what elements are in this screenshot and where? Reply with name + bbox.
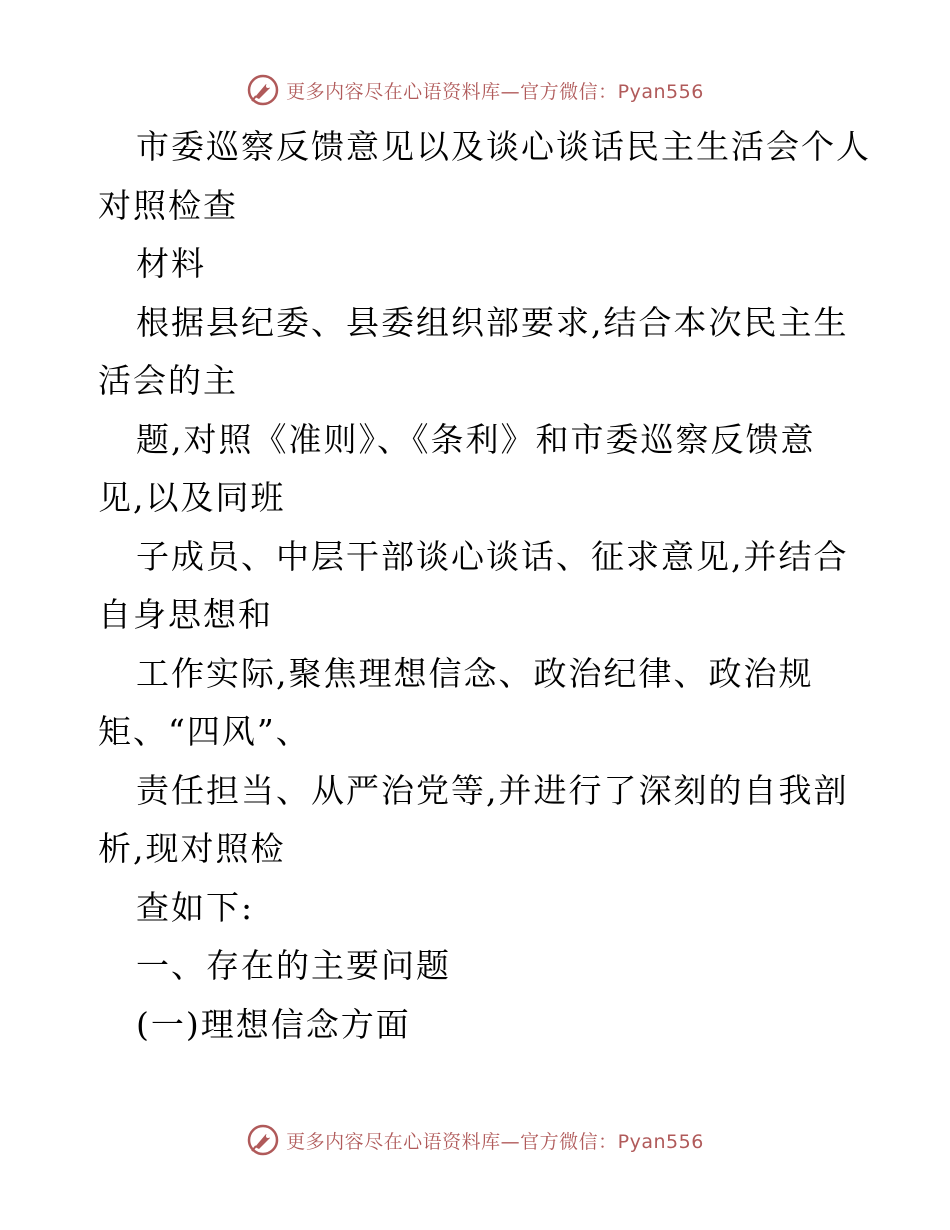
doc-line: 矩、“四风”、 (98, 712, 311, 751)
doc-line: 活会的主 (98, 361, 238, 400)
doc-line: 析,现对照检 (98, 829, 286, 868)
document-body (98, 118, 871, 1054)
doc-line: 题,对照《准则》、《条利》和市委巡察反馈意 (136, 419, 816, 459)
doc-line: 一、存在的主要问题 (136, 946, 451, 985)
footer-watermark (0, 1120, 950, 1160)
watermark-text: 更多内容尽在心语资料库—官方微信：Pyan556 (286, 80, 704, 103)
doc-line: 材料 (136, 244, 206, 283)
doc-line: 见,以及同班 (98, 478, 286, 517)
pen-nib-logo-icon (246, 1123, 280, 1157)
doc-line: 责任担当、从严治党等,并进行了深刻的自我剖 (136, 770, 849, 810)
doc-line: (一)理想信念方面 (136, 1004, 411, 1044)
pen-nib-logo-icon (246, 73, 280, 107)
doc-line: 查如下: (136, 887, 255, 927)
doc-line: 自身思想和 (98, 595, 273, 634)
doc-line: 市委巡察反馈意见以及谈心谈话民主生活会个人 (136, 127, 871, 166)
doc-line: 工作实际,聚焦理想信念、政治纪律、政治规 (136, 653, 814, 693)
watermark-text: 更多内容尽在心语资料库—官方微信：Pyan556 (286, 1130, 704, 1153)
doc-line: 根据县纪委、县委组织部要求,结合本次民主生 (136, 302, 849, 342)
doc-line: 子成员、中层干部谈心谈话、征求意见,并结合 (136, 536, 849, 576)
header-watermark (0, 70, 950, 110)
doc-line: 对照检查 (98, 185, 238, 225)
